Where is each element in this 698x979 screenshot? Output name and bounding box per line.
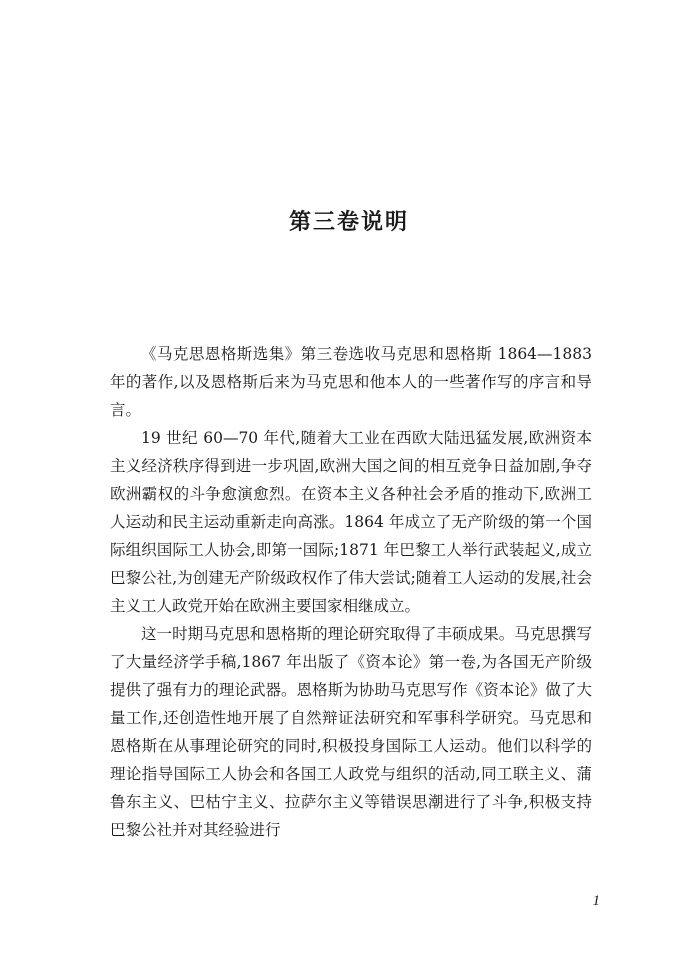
paragraph-1: 《马克思恩格斯选集》第三卷选收马克思和恩格斯 1864—1883 年的著作,以及恩格斯后来为马克思和他本人的一些著作写的序言和导言。 [110, 345, 592, 419]
page-number: 1 [592, 893, 600, 909]
page-title: 第三卷说明 [288, 210, 409, 235]
paragraph-3: 这一时期马克思和恩格斯的理论研究取得了丰硕成果。马克思撰写了大量经济学手稿,1867 年出版了《资本论》第一卷,为各国无产阶级提供了强有力的理论武器。恩格斯为协助马克思写作《资本论》做了大量工作,还创造性地开展了自然辩证法研究和军事科学研究。马克思和恩格斯在从事理论研究的同时,积极投身国际工人运动。他们以科学的理论指导国际工人协会和各国工人政党与组织的活动,同工联主义、蒲鲁东主义、巴枯宁主义、拉萨尔主义等错误思潮进行了斗争,积极支持巴黎公社并对其经验进行 [110, 625, 592, 839]
body-text [110, 340, 592, 844]
paragraph-2: 19 世纪 60—70 年代,随着大工业在西欧大陆迅猛发展,欧洲资本主义经济秩序得到进一步巩固,欧洲大国之间的相互竞争日益加剧,争夺欧洲霸权的斗争愈演愈烈。在资本主义各种社会矛盾的推动下,欧洲工人运动和民主运动重新走向高涨。1864 年成立了无产阶级的第一个国际组织国际工人协会,即第一国际;1871 年巴黎工人举行武装起义,成立巴黎公社,为创建无产阶级政权作了伟大尝试;随着工人运动的发展,社会主义工人政党开始在欧洲主要国家相继成立。 [110, 429, 592, 615]
